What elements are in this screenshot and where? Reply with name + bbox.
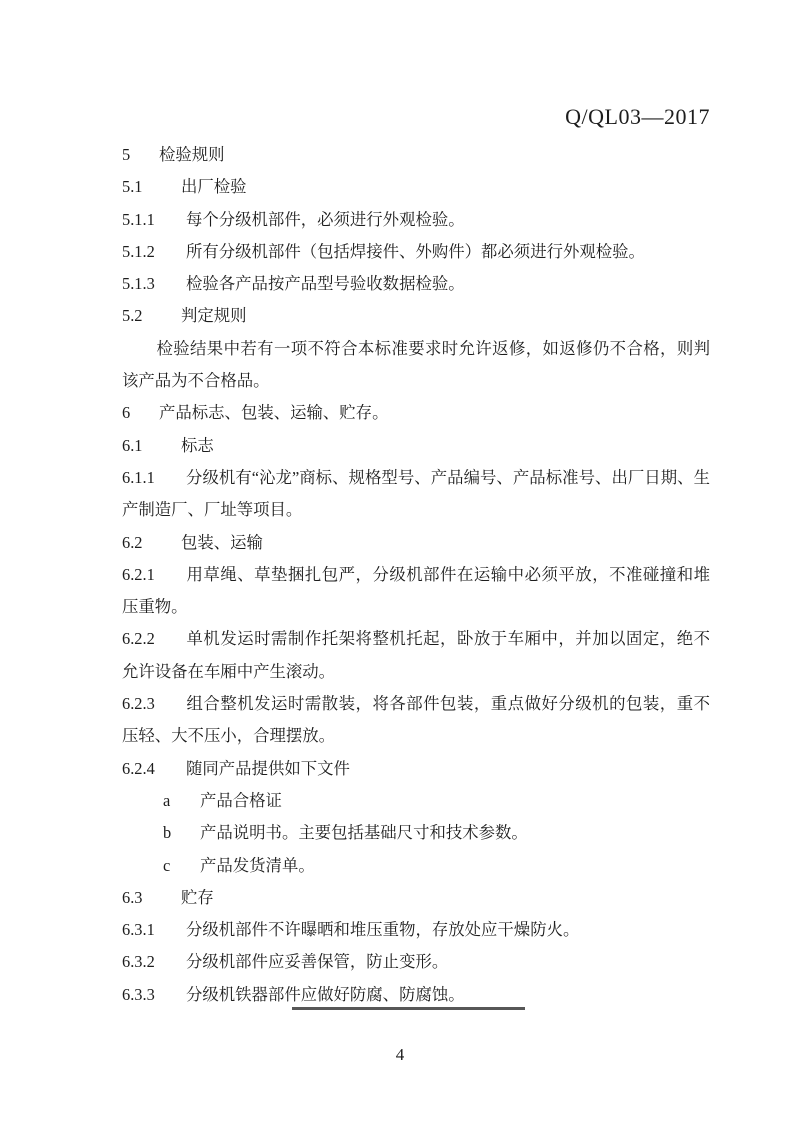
list-item-b [122,817,710,849]
page-number: 4 [395,1045,405,1064]
clause-number: 6.3 [122,887,143,907]
document-body [122,139,710,1011]
clause-5-1-2 [122,236,710,268]
clause-text: 判定规则 [181,306,247,326]
end-of-document-divider [292,1007,525,1010]
clause-number: 5.1.1 [122,209,155,229]
standard-code-header: Q/QL03—2017 [565,104,710,129]
clause-text: 用草绳、草垫捆扎包严，分级机部件在运输中必须平放，不准碰撞和堆压重物。 [122,564,710,617]
clause-number: 6.3.3 [122,984,155,1004]
clause-number: 5.1.3 [122,274,155,294]
clause-number: 5.2 [122,306,143,326]
list-marker: a [163,790,171,810]
clause-text: 每个分级机部件，必须进行外观检验。 [186,209,465,229]
clause-6-2-4 [122,753,710,785]
clause-number: 6.2.4 [122,758,155,778]
clause-heading-6-1 [122,430,710,462]
clause-5-2-paragraph: 检验结果中若有一项不符合本标准要求时允许返修，如返修仍不合格，则判该产品为不合格品。 [122,338,710,391]
clause-number: 6.1 [122,435,143,455]
clause-number: 6.3.2 [122,952,155,972]
clause-heading-6-2 [122,527,710,559]
clause-heading-6 [122,397,710,429]
list-text: 产品发货清单。 [200,855,315,875]
clause-number: 6 [122,403,131,423]
list-item-a [122,785,710,817]
list-text: 产品说明书。主要包括基础尺寸和技术参数。 [200,823,528,843]
list-text: 产品合格证 [200,790,282,810]
clause-6-3-2 [122,946,710,978]
clause-heading-5 [122,139,710,171]
list-item-c [122,850,710,882]
clause-text: 分级机有“沁龙”商标、规格型号、产品编号、产品标准号、出厂日期、生产制造厂、厂址等项目。 [122,467,710,520]
clause-text: 出厂检验 [181,177,247,197]
clause-text: 包装、运输 [181,532,263,552]
clause-heading-5-1 [122,171,710,203]
clause-text: 分级机部件不许曝晒和堆压重物，存放处应干燥防火。 [186,920,580,940]
list-marker: c [163,855,171,875]
clause-heading-5-2 [122,300,710,332]
clause-number: 6.2.1 [122,564,155,584]
clause-6-3-1 [122,914,710,946]
clause-number: 5.1 [122,177,143,197]
clause-number: 6.2 [122,532,143,552]
clause-6-2-3 [122,688,710,753]
clause-text: 所有分级机部件（包括焊接件、外购件）都必须进行外观检验。 [186,241,645,261]
clause-6-2-2 [122,623,710,688]
clause-text: 单机发运时需制作托架将整机托起，卧放于车厢中，并加以固定，绝不允许设备在车厢中产生滚动。 [122,629,710,681]
clause-6-1-1 [122,462,710,527]
clause-text: 分级机部件应妥善保管，防止变形。 [186,952,449,972]
clause-text: 分级机铁器部件应做好防腐、防腐蚀。 [186,984,465,1004]
clause-text: 检验规则 [159,145,225,164]
clause-number: 5 [122,145,131,164]
clause-number: 6.1.1 [122,467,155,487]
clause-text: 组合整机发运时需散装，将各部件包装，重点做好分级机的包装，重不压轻、大不压小，合理摆放。 [122,694,710,746]
clause-number: 6.2.2 [122,629,155,649]
clause-text: 随同产品提供如下文件 [186,758,350,778]
clause-heading-6-3 [122,882,710,914]
clause-text: 产品标志、包装、运输、贮存。 [159,403,389,423]
clause-5-1-3 [122,268,710,300]
clause-number: 6.2.3 [122,694,155,714]
list-marker: b [163,823,172,843]
clause-text: 检验各产品按产品型号验收数据检验。 [186,274,465,294]
clause-text: 标志 [181,435,214,455]
clause-6-2-1 [122,559,710,624]
clause-5-1-1 [122,204,710,236]
clause-number: 6.3.1 [122,920,155,940]
clause-text: 贮存 [181,887,214,907]
clause-number: 5.1.2 [122,241,155,261]
